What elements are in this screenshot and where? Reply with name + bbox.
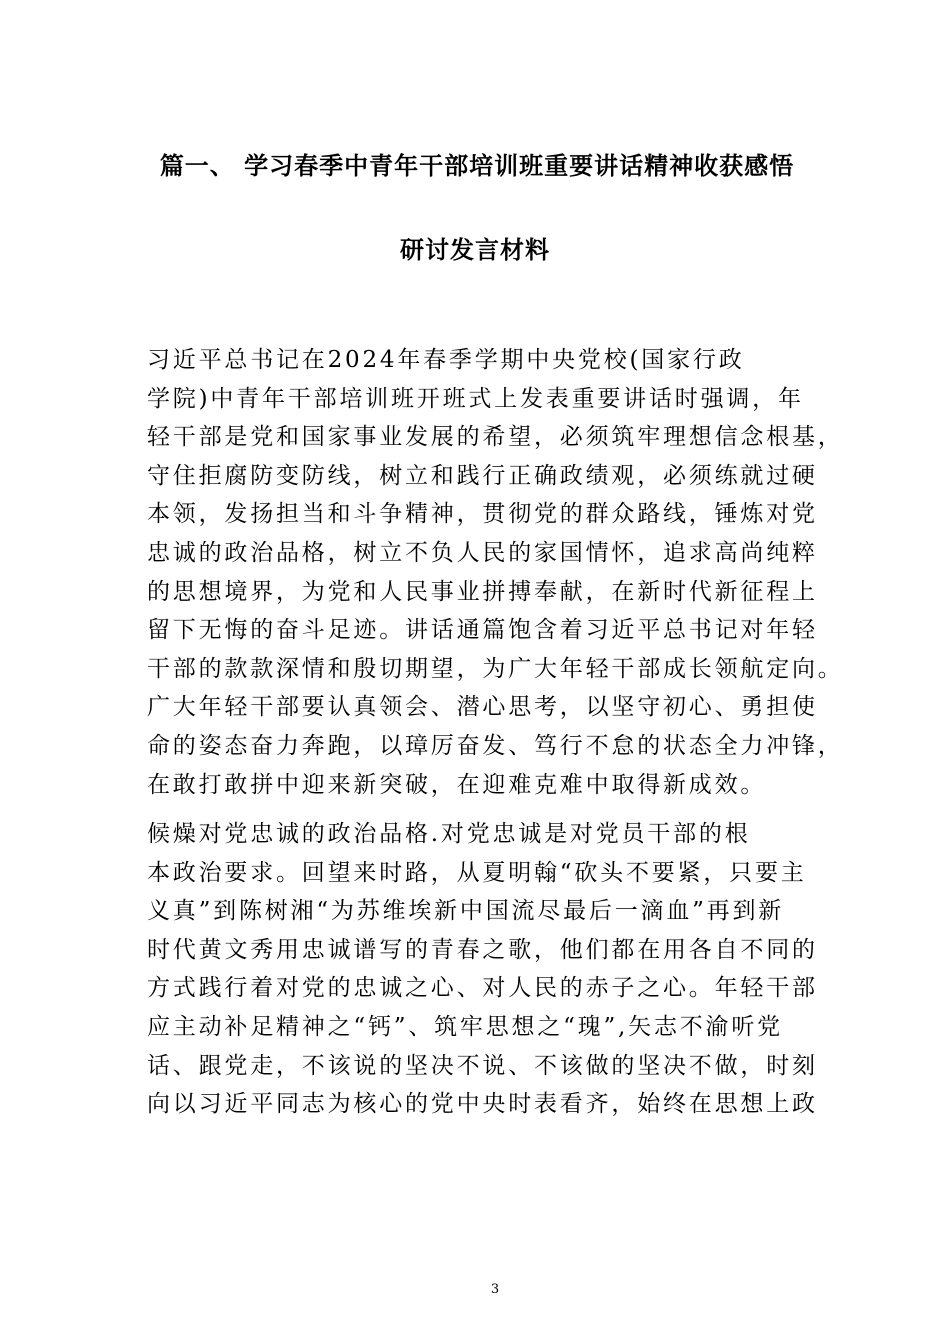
paragraph-2-line: 时代黄文秀用忠诚谱写的青春之歌，他们都在用各自不同的 <box>147 936 818 963</box>
paragraph-1-line: 学院)中青年干部培训班开班式上发表重要讲话时强调，年 <box>147 385 804 412</box>
paragraph-1-line: 习近平总书记在2024年春季学期中央党校(国家行政 <box>147 347 745 373</box>
paragraph-1-line: 干部的款款深情和殷切期望，为广大年轻干部成长领航定向。 <box>147 655 844 682</box>
paragraph-2-line: 话、跟党走，不该说的坚决不说、不该做的坚决不做，时刻 <box>147 1052 818 1079</box>
paragraph-2-line: 义真”到陈树湘“为苏维埃新中国流尽最后一滴血”再到新 <box>147 898 785 925</box>
paragraph-1 <box>147 341 844 804</box>
paragraph-2-line: 向以习近平同志为核心的党中央时表看齐，始终在思想上政 <box>147 1091 818 1118</box>
paragraph-1-line: 在敢打敢拼中迎来新突破，在迎难克难中取得新成效。 <box>147 771 767 798</box>
paragraph-1-line: 轻干部是党和国家事业发展的希望，必须筑牢理想信念根基， <box>147 424 844 451</box>
paragraph-1-line: 的思想境界，为党和人民事业拼搏奉献，在新时代新征程上 <box>147 578 818 605</box>
paragraph-1-line: 本领，发扬担当和斗争精神，贯彻党的群众路线，锤炼对党 <box>147 501 818 528</box>
paragraph-2-line: 候燥对党忠诚的政治品格.对党忠诚是对党员干部的根 <box>147 821 751 847</box>
paragraph-1-line: 广大年轻干部要认真领会、潜心思考，以坚守初心、勇担使 <box>147 694 818 721</box>
document-title-line-1: 篇一、 学习春季中青年干部培训班重要讲话精神收获感悟 <box>159 152 795 180</box>
paragraph-2 <box>147 815 827 1124</box>
paragraph-1-line: 忠诚的政治品格，树立不负人民的家国情怀，追求高尚纯粹 <box>147 539 818 566</box>
paragraph-1-line: 命的姿态奋力奔跑，以璋厉奋发、笃行不怠的状态全力冲锋， <box>147 732 844 759</box>
paragraph-2-line: 方式践行着对党的忠诚之心、对人民的赤子之心。年轻干部 <box>147 975 818 1002</box>
document-title-line-2: 研讨发言材料 <box>400 236 550 264</box>
paragraph-1-line: 留下无悔的奋斗足迹。讲话通篇饱含着习近平总书记对年轻 <box>147 617 818 644</box>
paragraph-2-line: 本政治要求。回望来时路，从夏明翰“砍头不要紧，只要主 <box>147 859 807 886</box>
paragraph-1-line: 守住拒腐防变防线，树立和践行正确政绩观，必须练就过硬 <box>147 462 818 489</box>
page-number: 3 <box>490 1282 500 1297</box>
paragraph-2-line: 应主动补足精神之“钙”、筑牢思想之“瑰”,矢志不渝听党 <box>147 1013 783 1040</box>
